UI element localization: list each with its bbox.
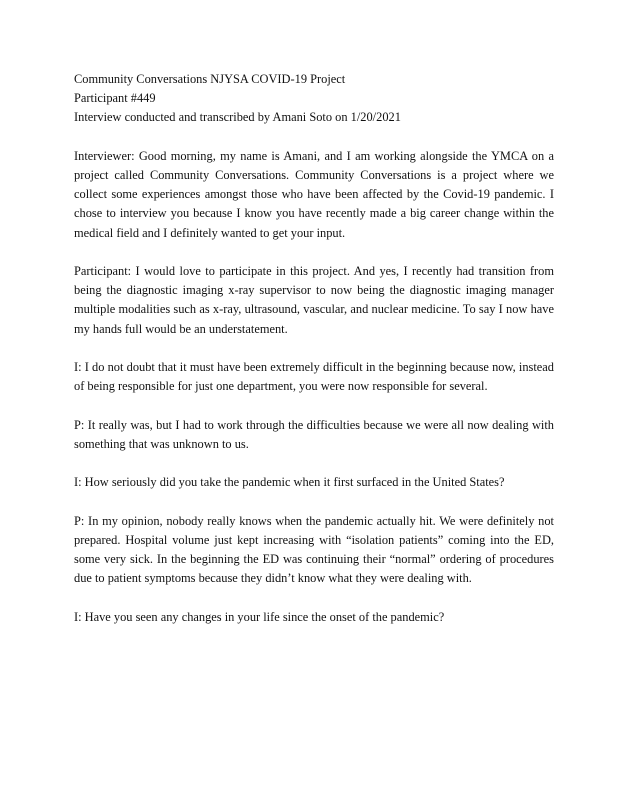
transcript-paragraph-interviewer-2: I: I do not doubt that it must have been extremely difficult in the beginning because now, instead of being responsible for just one department, you were now responsible for several. (74, 360, 554, 394)
transcript-paragraph-participant-intro: Participant: I would love to participate in this project. And yes, I recently had transition from being the diagnostic imaging x-ray supervisor to now being the diagnostic imaging manager multiple modalities such as x-ray, ultrasound, vascular, and nuclear medicine. To say I now have my hands full would be an understatement. (74, 264, 554, 336)
interview-credit: Interview conducted and transcribed by Amani Soto on 1/20/2021 (74, 110, 401, 125)
document-header (74, 70, 554, 128)
document-body (74, 70, 554, 627)
transcript-paragraph-participant-2: P: It really was, but I had to work through the difficulties because we were all now dealing with something that was unknown to us. (74, 417, 554, 451)
transcript-paragraph-participant-3: P: In my opinion, nobody really knows when the pandemic actually hit. We were definitely not prepared. Hospital volume just kept increasing with “isolation patients” coming into the ED, some very sick. In the beginning the ED was continuing their “normal” ordering of procedures due to patient symptoms because they didn’t know what they were dealing with. (74, 513, 554, 586)
transcript-paragraph-interviewer-intro: Interviewer: Good morning, my name is Amani, and I am working alongside the YMCA on a project called Community Conversations. Community Conversations is a project where we collect some experiences amongst those who have been affected by the Covid-19 pandemic. I chose to interview you because I know you have recently made a big career change within the medical field and I definitely wanted to get your input. (74, 148, 554, 240)
participant-id: Participant #449 (74, 91, 156, 106)
transcript-paragraph-interviewer-3: I: How seriously did you take the pandemic when it first surfaced in the United States? (74, 475, 505, 490)
project-title: Community Conversations NJYSA COVID-19 Project (74, 72, 346, 86)
transcript-paragraph-interviewer-4: I: Have you seen any changes in your life since the onset of the pandemic? (74, 609, 445, 624)
